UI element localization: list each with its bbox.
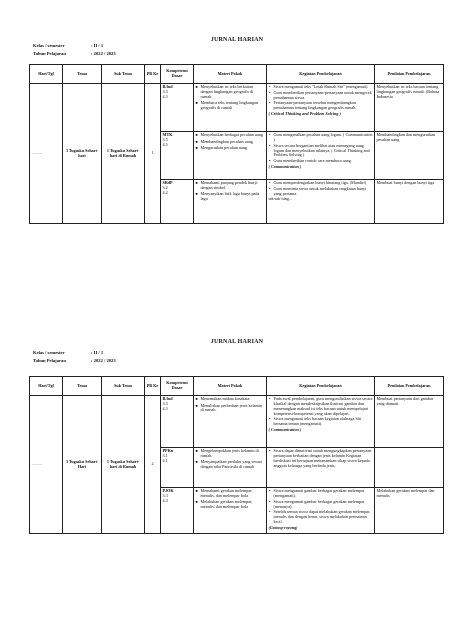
list-item: ■ Memahami gerakan melempar, menulis, dan melempar bola [201, 489, 265, 499]
header-pb: PB Ke [145, 377, 161, 396]
kd-code: 4.3 [162, 405, 168, 411]
penilaian-cell: Membuat bunyi dengan bunyi tiga [375, 180, 444, 224]
list-item: ■ Menuliskan perbedaan jenis kelamin di rumah. [201, 404, 265, 414]
tahun-value: : 2022 / 2023 [91, 51, 116, 56]
kd-cell [161, 180, 194, 224]
subject-label: SBdP [162, 180, 173, 185]
list-item: • Siswa secara bergantian melihat atau memegang uang logam dan menyebutkan nilainya. ( Critical Thinking and Problem Solving ) [274, 144, 373, 159]
kd-code: 3.3 [162, 88, 168, 94]
kd-cell [161, 396, 194, 448]
list-item: ■ Memahami panjang pendek bunyi dengan simbol [201, 181, 265, 191]
kelas-value: : II / 1 [91, 350, 104, 355]
kelas-label: Kelas / semester [33, 350, 65, 355]
header-materi: Materi Pokok [194, 377, 267, 396]
kd-code: 4.5 [162, 141, 168, 147]
kd-code: 3.1 [162, 452, 168, 458]
tahun-value: : 2022 / 2023 [91, 358, 116, 363]
kegiatan-emphasis: tak-tak-tung... [268, 196, 293, 202]
header-hari: Hari/Tgl [30, 377, 63, 396]
kegiatan-cell [267, 84, 375, 132]
list-item: ■ Menyampaikan perilaku yang sesuai dengan nilai Pancasila di rumah [201, 460, 265, 470]
penilaian-cell: Menyebutkan isi teks bacaan tentang lingkungan geografis rumah. (Bahasa Indonesia [375, 84, 444, 132]
kd-cell [161, 132, 194, 180]
header-hari: Hari/Tgl [30, 65, 63, 84]
kegiatan-emphasis: ( Critical Thinking and Problem Solving ) [268, 110, 341, 116]
list-item: ■ Membandingkan pecahan uang [201, 140, 265, 145]
meta-block [33, 42, 116, 58]
pb-cell: 1 [145, 84, 161, 224]
subject-label: PJOK [162, 488, 174, 493]
kd-code: 3.5 [162, 136, 168, 142]
list-item: • Guru memberikan contoh cara membaca uang. [274, 159, 373, 164]
header-penilaian: Penilaian Pembelajaran [375, 377, 444, 396]
header-pb: PB Ke [145, 65, 161, 84]
kd-cell [161, 488, 194, 534]
hari-cell [30, 84, 63, 224]
list-item: ■ Menyanyikan lirik lagu bunyi pada lagu [201, 192, 265, 202]
materi-cell [194, 396, 267, 448]
subject-label: B.Ind [162, 84, 173, 89]
list-item: ■ Melakukan gerakan melempar, menulis, dan melempar bola [201, 500, 265, 510]
table-header-row [30, 65, 444, 84]
kelas-value: : II / 1 [91, 43, 104, 48]
kegiatan-cell [267, 132, 375, 180]
page-title: JURNAL HARIAN [210, 339, 264, 345]
list-item: • Guru memperdengarkan bunyi binatang tiga. (Mandiri) [274, 181, 373, 186]
subtema-cell: 1 Tugasku Sehari-hari di Rumah [102, 84, 145, 224]
kd-code: 3.3 [162, 400, 168, 406]
list-item: • Pertanyaan-pertanyaan tersebut mengembangkan pemahaman tentang lingkungan geografis rumah. [274, 101, 373, 111]
list-item: • Setelah semua siswa dapat melakukan gerakan melempar, menulis dan dengan benar, siswa melakukan permainan kecil. [274, 510, 373, 525]
materi-cell [194, 180, 267, 224]
page-title: JURNAL HARIAN [210, 37, 264, 43]
list-item: • Pada awal pembelajaran, guru mengondisikan siswa secara klasikal dengan mendeskripsikan ilustrasi gambar dan menerangkan maksud isi teks bacaan untuk mempelajari kompetensi-kompetensi yang akan dipelajari. [274, 397, 373, 417]
tema-cell: 3 Tugasku Sehari-hari [63, 84, 102, 224]
kd-code: 4.3 [162, 497, 168, 503]
list-item: • Siswa dapat dimotivasi untuk mengungkapkan pertanyaan-pertanyaan berkaitan dengan jenis kelamin Kegiatan berdiskusi ini bertujuan menanamkan sikap siswa kepada anggota keluarga yang berbeda jenis. [274, 449, 373, 469]
table-row [30, 396, 444, 448]
list-item: ■ Menyebutkan isi teks berkaitan dengan lingkungan geografis di rumah [201, 85, 265, 100]
hari-value: .......... [31, 150, 42, 156]
kelas-label: Kelas / semester [33, 43, 65, 48]
pb-cell: 2 [145, 396, 161, 534]
subject-label: MTK [162, 132, 173, 137]
header-kegiatan: Kegiatan Pembelajaran [267, 377, 375, 396]
penilaian-cell: Melakukan gerakan melempar dan menulis [375, 488, 444, 534]
hari-cell [30, 396, 63, 534]
table-header-row [30, 377, 444, 396]
kd-cell [161, 448, 194, 488]
list-item: • Siswa mengamati gambar berbagai gerakan melempar (menanya). [274, 500, 373, 510]
header-subtema: Sub Tema [102, 65, 145, 84]
journal-table [29, 64, 444, 224]
kegiatan-emphasis: ( Communication ) [268, 427, 302, 433]
header-kd: Kompetensi Dasar [161, 65, 194, 84]
list-item: • Guru memberikan pertanyaan-pertanyaan untuk mengecek pemahaman siswa. [274, 91, 373, 101]
list-item: ■ Membaca teks tentang lingkungan geografis di rumah [201, 101, 265, 111]
materi-cell [194, 488, 267, 534]
kd-code: 3.2 [162, 184, 168, 190]
penilaian-cell: Membandingkan dan mengurutkan pecahan uang [375, 132, 444, 180]
hari-value: .......... [31, 461, 42, 467]
list-item: • Siswa mengamati teks bacaan kegiatan olahraga Siti bersama teman (mengamati). [274, 417, 373, 427]
header-kegiatan: Kegiatan Pembelajaran [267, 65, 375, 84]
subtema-cell: 1 Tugasku Sehari-hari di Rumah [102, 396, 145, 534]
list-item: • Guru mengenalkan pecahan uang logam. ( Communication ) [274, 133, 373, 143]
header-materi: Materi Pokok [194, 65, 267, 84]
header-kd: Kompetensi Dasar [161, 377, 194, 396]
tema-cell: 3 Tugasku Sehari-Hari [63, 396, 102, 534]
kegiatan-emphasis: ( Communication ) [268, 163, 302, 169]
penilaian-cell: Membuat pertanyaan dari gambar yang diamati. [375, 396, 444, 448]
subject-label: PPKn [162, 448, 174, 453]
kd-code: 4.2 [162, 189, 168, 195]
header-subtema: Sub Tema [102, 377, 145, 396]
kd-code: 4.3 [162, 93, 168, 99]
list-item: ■ Menyebutkan berbagai pecahan uang [201, 133, 265, 138]
header-tema: Tema [63, 65, 102, 84]
tahun-label: Tahun Pelajaran [33, 51, 66, 56]
journal-table [29, 376, 444, 534]
list-item: ■ Menemukan makna kosakata. [201, 397, 265, 402]
kegiatan-cell [267, 448, 375, 488]
penilaian-cell [375, 448, 444, 488]
kd-code: 3.3 [162, 492, 168, 498]
list-item: ■ Mengelompokkan jenis kelamin di rumah. [201, 449, 265, 459]
tahun-label: Tahun Pelajaran [33, 358, 66, 363]
kegiatan-cell [267, 488, 375, 534]
kegiatan-cell [267, 396, 375, 448]
kegiatan-cell [267, 180, 375, 224]
materi-cell [194, 84, 267, 132]
kd-cell [161, 84, 194, 132]
header-penilaian: Penilaian Pembelajaran [375, 65, 444, 84]
materi-cell [194, 132, 267, 180]
list-item: • Siswa mengamati teks "Letak Rumah Siti" (mengamati). [274, 85, 373, 90]
table-row [30, 84, 444, 132]
header-tema: Tema [63, 377, 102, 396]
meta-block [33, 349, 116, 365]
subject-label: B.Ind [162, 396, 173, 401]
kegiatan-emphasis: (Gotong-royong) [268, 524, 298, 530]
list-item: • Siswa mengamati gambar berbagai gerakan melempar (mengamati). [274, 489, 373, 499]
list-item: ■ Mengurutkan pecahan uang [201, 146, 265, 151]
materi-cell [194, 448, 267, 488]
list-item: • Guru meminta siswa untuk melakukan rangkaian bunyi yang pertama. [274, 187, 373, 197]
kd-code: 4.1 [162, 457, 168, 463]
